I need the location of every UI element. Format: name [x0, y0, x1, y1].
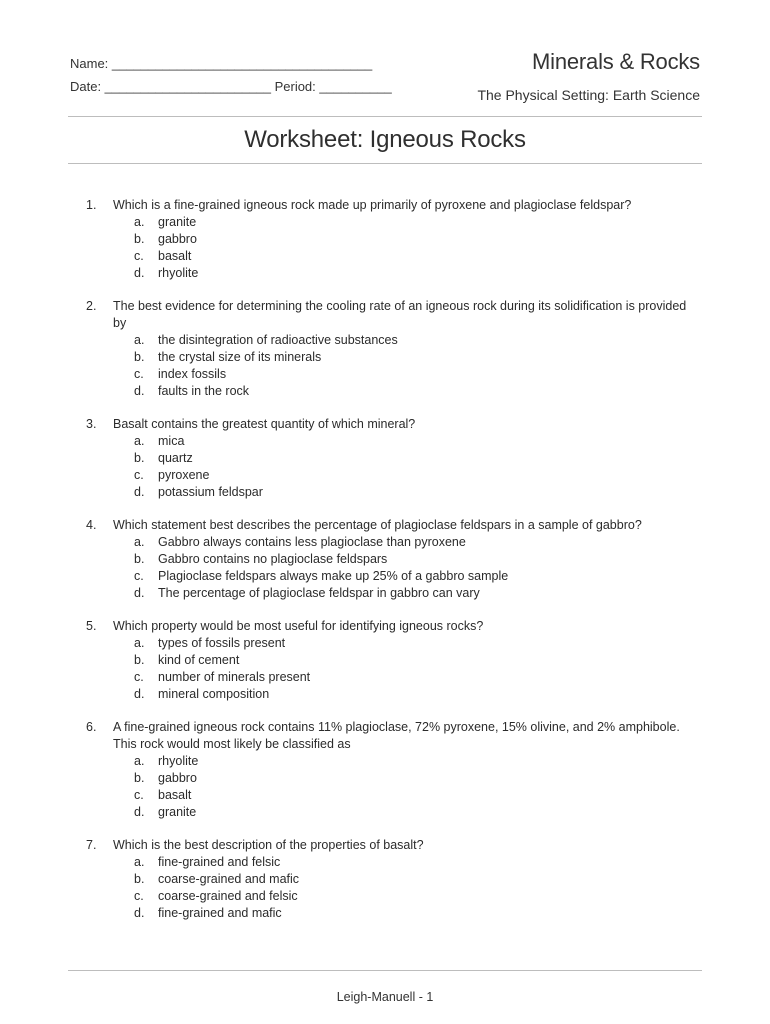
answer-choice: [134, 669, 700, 686]
choice-text: number of minerals present: [158, 670, 311, 684]
choice-letter: a.: [134, 754, 145, 768]
choice-letter: b.: [134, 771, 145, 785]
answer-choices: [134, 332, 700, 400]
question-item: [86, 719, 700, 821]
choice-letter: b.: [134, 653, 145, 667]
answer-choice: [134, 770, 700, 787]
choice-text: rhyolite: [158, 266, 199, 280]
choice-text: faults in the rock: [158, 384, 250, 398]
choice-letter: a.: [134, 855, 145, 869]
footer-divider: [68, 970, 702, 971]
question-item: [86, 837, 700, 922]
question-text: The best evidence for determining the cooling rate of an igneous rock during its solidification is provided by: [113, 299, 687, 330]
page-title: Worksheet: Igneous Rocks: [244, 126, 526, 153]
choice-letter: a.: [134, 535, 145, 549]
answer-choices: [134, 433, 700, 501]
question-text: Which property would be most useful for identifying igneous rocks?: [113, 619, 484, 633]
choice-letter: c.: [134, 468, 144, 482]
answer-choice: [134, 214, 700, 231]
answer-choice: [134, 635, 700, 652]
answer-choices: [134, 753, 700, 821]
choice-letter: d.: [134, 586, 145, 600]
choice-letter: c.: [134, 889, 144, 903]
question-number: 1.: [86, 198, 97, 212]
question-item: [86, 416, 700, 501]
choice-letter: b.: [134, 451, 145, 465]
question-item: [86, 197, 700, 282]
answer-choice: [134, 332, 700, 349]
answer-choices: [134, 854, 700, 922]
question-number: 5.: [86, 619, 97, 633]
answer-choice: [134, 383, 700, 400]
choice-letter: a.: [134, 636, 145, 650]
course-title: Minerals & Rocks: [532, 49, 700, 74]
question-number: 7.: [86, 838, 97, 852]
choice-letter: c.: [134, 249, 144, 263]
question-text: A fine-grained igneous rock contains 11% plagioclase, 72% pyroxene, 15% olivine, and 2% amphibole. This rock would most likely be classified as: [113, 720, 680, 751]
choice-text: mica: [158, 434, 185, 448]
choice-text: coarse-grained and mafic: [158, 872, 300, 886]
answer-choice: [134, 248, 700, 265]
choice-text: pyroxene: [158, 468, 210, 482]
choice-text: kind of cement: [158, 653, 240, 667]
answer-choice: [134, 871, 700, 888]
answer-choice: [134, 804, 700, 821]
question-number: 6.: [86, 720, 97, 734]
name-field: Name: ____________________________________: [70, 56, 373, 71]
answer-choice: [134, 753, 700, 770]
title-divider: [68, 163, 702, 164]
answer-choice: [134, 265, 700, 282]
choice-text: potassium feldspar: [158, 485, 263, 499]
answer-choice: [134, 585, 700, 602]
choice-letter: c.: [134, 569, 144, 583]
choice-letter: b.: [134, 872, 145, 886]
choice-text: Gabbro contains no plagioclase feldspars: [158, 552, 388, 566]
choice-letter: d.: [134, 384, 145, 398]
choice-letter: c.: [134, 788, 144, 802]
choice-text: Plagioclase feldspars always make up 25% of a gabbro sample: [158, 569, 509, 583]
choice-letter: d.: [134, 266, 145, 280]
answer-choices: [134, 635, 700, 703]
answer-choice: [134, 888, 700, 905]
answer-choice: [134, 551, 700, 568]
question-item: [86, 298, 700, 400]
answer-choice: [134, 534, 700, 551]
answer-choice: [134, 433, 700, 450]
choice-text: fine-grained and mafic: [158, 906, 282, 920]
choice-text: fine-grained and felsic: [158, 855, 281, 869]
course-header: [477, 48, 700, 104]
choice-text: Gabbro always contains less plagioclase than pyroxene: [158, 535, 466, 549]
header-divider: [68, 116, 702, 117]
answer-choice: [134, 349, 700, 366]
choice-letter: a.: [134, 434, 145, 448]
student-info-fields: [70, 52, 392, 98]
choice-letter: d.: [134, 687, 145, 701]
question-number: 2.: [86, 299, 97, 313]
answer-choices: [134, 534, 700, 602]
question-text: Basalt contains the greatest quantity of which mineral?: [113, 417, 416, 431]
question-item: [86, 517, 700, 602]
choice-letter: c.: [134, 670, 144, 684]
choice-text: quartz: [158, 451, 193, 465]
choice-text: the disintegration of radioactive substances: [158, 333, 398, 347]
choice-letter: a.: [134, 215, 145, 229]
page-footer: Leigh-Manuell - 1: [336, 990, 434, 1004]
question-item: [86, 618, 700, 703]
question-number: 3.: [86, 417, 97, 431]
choice-text: types of fossils present: [158, 636, 286, 650]
choice-text: mineral composition: [158, 687, 270, 701]
choice-text: coarse-grained and felsic: [158, 889, 298, 903]
answer-choice: [134, 905, 700, 922]
choice-letter: b.: [134, 350, 145, 364]
answer-choice: [134, 854, 700, 871]
choice-letter: a.: [134, 333, 145, 347]
date-period-field: Date: _______________________ Period: __________: [70, 79, 392, 94]
course-subtitle: The Physical Setting: Earth Science: [477, 87, 700, 103]
choice-text: basalt: [158, 249, 192, 263]
question-number: 4.: [86, 518, 97, 532]
choice-text: rhyolite: [158, 754, 199, 768]
answer-choice: [134, 450, 700, 467]
answer-choice: [134, 467, 700, 484]
question-list: [86, 197, 700, 938]
choice-text: granite: [158, 215, 197, 229]
answer-choice: [134, 568, 700, 585]
choice-text: index fossils: [158, 367, 227, 381]
choice-text: gabbro: [158, 232, 197, 246]
answer-choice: [134, 484, 700, 501]
choice-letter: d.: [134, 906, 145, 920]
question-text: Which statement best describes the percentage of plagioclase feldspars in a sample of gabbro?: [113, 518, 642, 532]
answer-choice: [134, 366, 700, 383]
question-text: Which is a fine-grained igneous rock made up primarily of pyroxene and plagioclase feldspar?: [113, 198, 632, 212]
choice-letter: c.: [134, 367, 144, 381]
choice-text: gabbro: [158, 771, 197, 785]
choice-letter: b.: [134, 232, 145, 246]
choice-letter: d.: [134, 485, 145, 499]
answer-choice: [134, 787, 700, 804]
choice-letter: b.: [134, 552, 145, 566]
choice-text: the crystal size of its minerals: [158, 350, 322, 364]
answer-choices: [134, 214, 700, 282]
choice-text: granite: [158, 805, 197, 819]
answer-choice: [134, 686, 700, 703]
choice-letter: d.: [134, 805, 145, 819]
answer-choice: [134, 231, 700, 248]
answer-choice: [134, 652, 700, 669]
choice-text: The percentage of plagioclase feldspar in gabbro can vary: [158, 586, 480, 600]
choice-text: basalt: [158, 788, 192, 802]
question-text: Which is the best description of the properties of basalt?: [113, 838, 424, 852]
